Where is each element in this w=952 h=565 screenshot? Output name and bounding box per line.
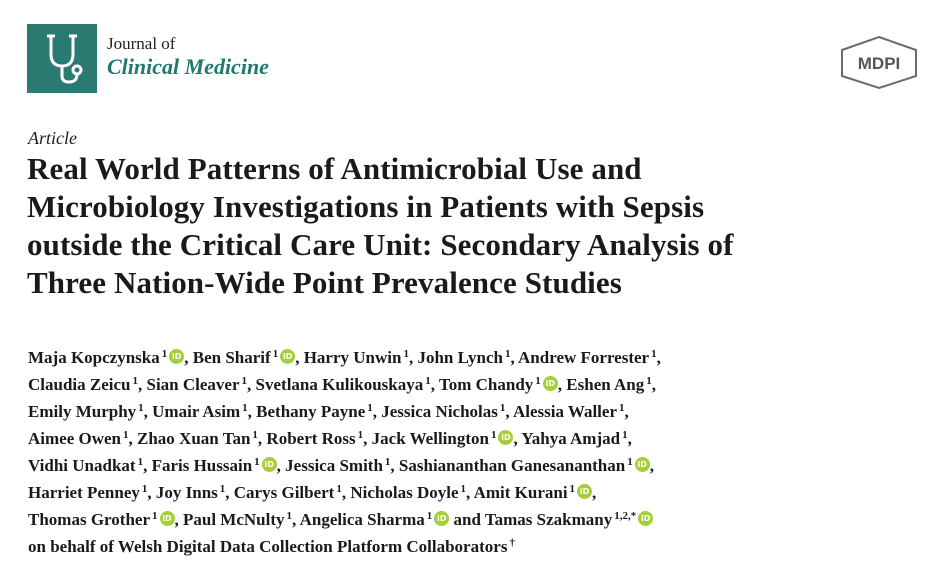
title-line: outside the Critical Care Unit: Secondary Analysis of: [27, 227, 734, 262]
orcid-icon[interactable]: iD: [262, 457, 277, 472]
author-separator: ,: [247, 402, 252, 421]
author-name[interactable]: Faris Hussain: [151, 456, 253, 475]
affiliation-marker: 1: [569, 483, 576, 495]
author-name[interactable]: Andrew Forrester: [518, 348, 650, 367]
author-list: [28, 344, 928, 560]
author-name[interactable]: Bethany Payne: [256, 402, 366, 421]
author-separator: ,: [656, 348, 661, 367]
author-name[interactable]: Harriet Penney: [28, 483, 140, 502]
author-name[interactable]: Jack Wellington: [371, 429, 489, 448]
author-separator: ,: [624, 402, 629, 421]
author-name[interactable]: Harry Unwin: [303, 348, 402, 367]
author-line: [28, 425, 928, 452]
affiliation-marker: 1: [627, 456, 633, 468]
orcid-icon[interactable]: iD: [638, 511, 653, 526]
affiliation-marker: 1: [242, 402, 248, 414]
orcid-icon[interactable]: iD: [543, 376, 558, 391]
affiliation-marker: 1: [286, 510, 293, 522]
affiliation-marker: 1: [138, 402, 144, 414]
article-title: [27, 150, 927, 302]
title-line: Real World Patterns of Antimicrobial Use and: [27, 151, 642, 186]
affiliation-marker: 1: [622, 429, 628, 441]
affiliation-marker: 1: [499, 402, 506, 414]
author-separator: ,: [390, 456, 395, 475]
author-separator: ,: [276, 456, 281, 475]
affiliation-marker: 1: [490, 429, 497, 441]
author-separator: ,: [257, 429, 263, 448]
author-separator: ,: [143, 402, 148, 421]
author-name[interactable]: on behalf of Welsh Digital Data Collection Platform Collaborators: [28, 537, 508, 556]
author-name[interactable]: Zhao Xuan Tan: [137, 429, 251, 448]
affiliation-marker: 1: [403, 348, 409, 360]
affiliation-marker: 1: [367, 402, 373, 414]
affiliation-marker: 1: [161, 348, 168, 360]
author-name[interactable]: Sashiananthan Ganesananthan: [398, 456, 626, 475]
author-separator: ,: [408, 348, 414, 367]
author-name[interactable]: Yahya Amjad: [521, 429, 621, 448]
orcid-icon[interactable]: iD: [635, 457, 650, 472]
author-name[interactable]: Alessia Waller: [512, 402, 617, 421]
author-line: [28, 452, 928, 479]
journal-logo: [27, 24, 97, 93]
author-separator: ,: [341, 483, 347, 502]
author-line: [28, 506, 928, 533]
author-separator: ,: [363, 429, 368, 448]
author-name[interactable]: Nicholas Doyle: [350, 483, 459, 502]
affiliation-marker: 1: [425, 375, 431, 387]
author-separator: ,: [147, 483, 152, 502]
affiliation-marker: 1: [254, 456, 260, 468]
author-separator: ,: [513, 429, 518, 448]
affiliation-marker: †: [509, 537, 515, 549]
affiliation-marker: 1: [123, 429, 129, 441]
affiliation-marker: 1: [651, 348, 657, 360]
author-name[interactable]: Aimee Owen: [28, 429, 122, 448]
author-name[interactable]: Robert Ross: [266, 429, 356, 448]
affiliation-marker: 1: [219, 483, 226, 495]
affiliation-marker: 1: [152, 510, 158, 522]
author-name[interactable]: Emily Murphy: [28, 402, 137, 421]
author-name[interactable]: Amit Kurani: [473, 483, 568, 502]
author-name[interactable]: Paul McNulty: [183, 510, 285, 529]
affiliation-marker: 1: [272, 348, 279, 360]
affiliation-marker: 1: [384, 456, 391, 468]
author-name[interactable]: Angelica Sharma: [299, 510, 425, 529]
author-separator: ,: [174, 510, 179, 529]
publisher-name: MDPI: [857, 54, 901, 73]
publisher-logo: [836, 34, 922, 90]
affiliation-marker: 1: [535, 375, 541, 387]
author-name[interactable]: Joy Inns: [155, 483, 218, 502]
author-name[interactable]: Tom Chandy: [438, 375, 534, 394]
affiliation-marker: 1: [619, 402, 625, 414]
author-name[interactable]: Maja Kopczynska: [28, 348, 160, 367]
author-line: [28, 371, 928, 398]
author-separator: and: [449, 510, 481, 529]
author-separator: ,: [505, 402, 510, 421]
author-name[interactable]: Ben Sharif: [192, 348, 271, 367]
author-name[interactable]: Sian Cleaver: [146, 375, 240, 394]
orcid-icon[interactable]: iD: [434, 511, 449, 526]
author-separator: ,: [651, 375, 656, 394]
author-separator: ,: [466, 483, 471, 502]
stethoscope-icon: [27, 24, 97, 93]
author-separator: ,: [295, 348, 300, 367]
journal-name-line1: Journal of: [107, 34, 176, 53]
affiliation-marker: 1: [132, 375, 138, 387]
author-name[interactable]: Umair Asim: [152, 402, 241, 421]
author-separator: ,: [592, 483, 597, 502]
affiliation-marker: 1: [357, 429, 364, 441]
author-separator: ,: [430, 375, 435, 394]
author-separator: ,: [649, 456, 654, 475]
orcid-icon[interactable]: iD: [160, 511, 175, 526]
orcid-icon[interactable]: iD: [169, 349, 184, 364]
article-type: Article: [28, 128, 77, 148]
affiliation-marker: 1: [426, 510, 433, 522]
author-separator: ,: [184, 348, 189, 367]
author-name[interactable]: Carys Gilbert: [233, 483, 335, 502]
author-name[interactable]: Vidhi Unadkat: [28, 456, 136, 475]
author-line: [28, 398, 928, 425]
author-separator: ,: [292, 510, 297, 529]
author-name[interactable]: Jessica Nicholas: [381, 402, 498, 421]
orcid-icon[interactable]: iD: [498, 430, 513, 445]
author-separator: ,: [372, 402, 377, 421]
author-separator: ,: [627, 429, 632, 448]
affiliation-marker: 1: [252, 429, 258, 441]
author-line: [28, 479, 928, 506]
orcid-icon[interactable]: iD: [577, 484, 592, 499]
author-separator: ,: [143, 456, 148, 475]
orcid-icon[interactable]: iD: [280, 349, 295, 364]
author-line: [28, 533, 928, 560]
author-name[interactable]: John Lynch: [417, 348, 503, 367]
author-name[interactable]: Eshen Ang: [566, 375, 645, 394]
author-name[interactable]: Svetlana Kulikouskaya: [255, 375, 424, 394]
journal-name: [107, 35, 269, 78]
affiliation-marker: 1: [646, 375, 652, 387]
author-separator: ,: [128, 429, 133, 448]
author-name[interactable]: Jessica Smith: [285, 456, 383, 475]
affiliation-marker: 1: [460, 483, 466, 495]
affiliation-marker: 1: [141, 483, 148, 495]
affiliation-marker: 1: [504, 348, 511, 360]
affiliation-marker: 1: [336, 483, 342, 495]
title-line: Microbiology Investigations in Patients with Sepsis: [27, 189, 705, 224]
author-name[interactable]: Claudia Zeicu: [28, 375, 131, 394]
affiliation-marker: 1: [137, 456, 144, 468]
affiliation-marker: 1: [241, 375, 248, 387]
journal-name-line2: Clinical Medicine: [107, 54, 269, 79]
author-separator: ,: [225, 483, 230, 502]
affiliation-marker: 1,2,*: [614, 510, 637, 522]
author-separator: ,: [138, 375, 143, 394]
title-line: Three Nation-Wide Point Prevalence Studies: [27, 265, 622, 300]
author-separator: ,: [510, 348, 515, 367]
author-separator: ,: [247, 375, 252, 394]
author-separator: ,: [557, 375, 563, 394]
author-name[interactable]: Thomas Grother: [28, 510, 150, 529]
author-name[interactable]: Tamas Szakmany: [484, 510, 613, 529]
author-line: [28, 344, 928, 371]
